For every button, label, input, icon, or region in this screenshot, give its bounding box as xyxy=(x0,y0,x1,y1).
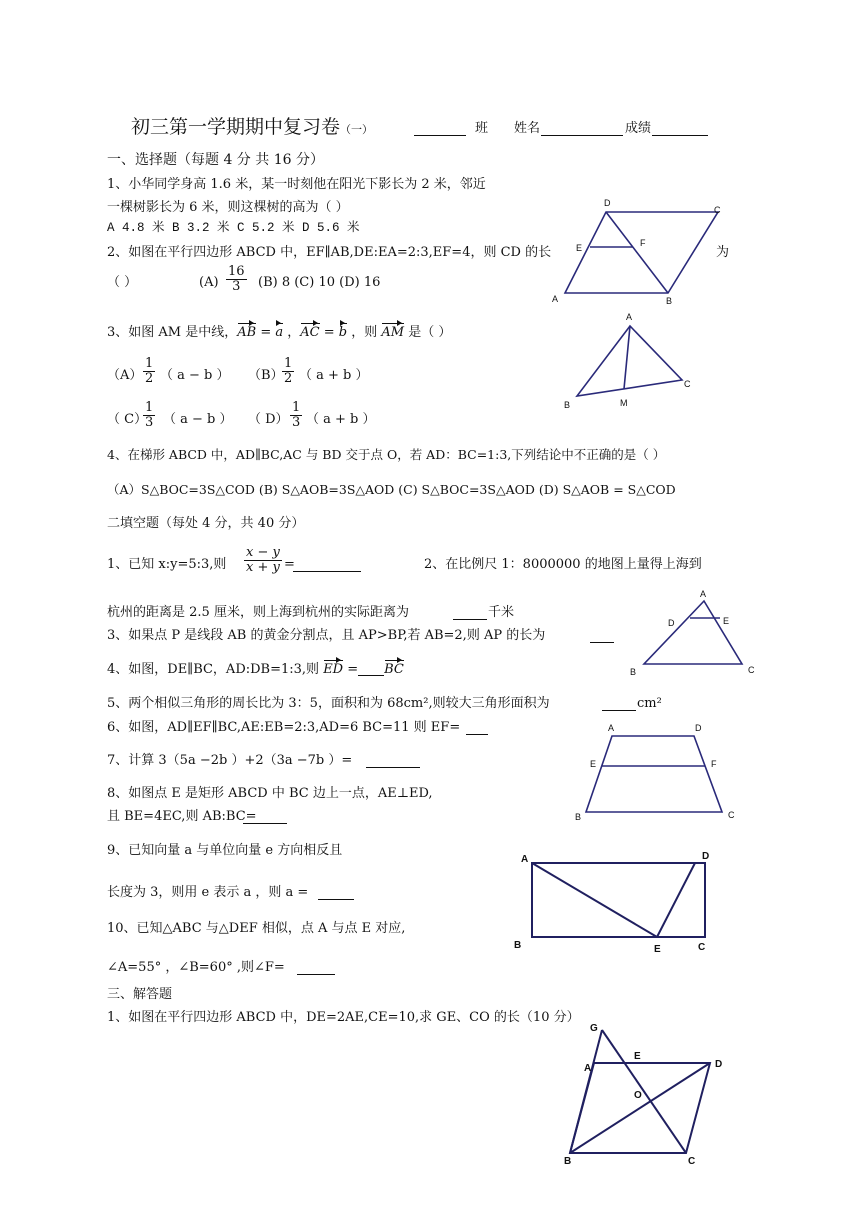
label-b: B xyxy=(564,400,571,410)
s2-q1-eq: = xyxy=(284,557,295,572)
s2-q9-line2: 长度为 3，则用 e 表示 a ，则 a = xyxy=(107,885,309,900)
label-e: E xyxy=(590,759,597,769)
label-a: A xyxy=(700,589,707,599)
name-label: 姓名 xyxy=(514,121,541,136)
s2-q4-blank xyxy=(358,663,384,676)
frac-num: 1 xyxy=(284,356,293,371)
segment-gc xyxy=(602,1030,686,1153)
label-e: E xyxy=(634,1051,641,1062)
s1-q4-text: 4、在梯形 ABCD 中，AD∥BC,AC 与 BD 交于点 O，若 AD：BC=1:3,下列结论中不正确的是（ ） xyxy=(107,447,666,462)
s2-q10-line2: ∠A=55° ，∠B=60° ,则∠F= xyxy=(107,960,285,975)
label-e: E xyxy=(576,243,583,253)
parallelogram-go-figure xyxy=(560,1020,740,1170)
s2-q2-unit: 千米 xyxy=(488,605,515,620)
label-e: E xyxy=(654,944,661,955)
s1-q3-frac-b xyxy=(282,357,294,387)
q3-pre: 3、如图 AM 是中线， xyxy=(107,325,238,340)
frac-den: 3 xyxy=(145,415,154,431)
frac-den: 3 xyxy=(292,415,301,431)
label-o: O xyxy=(634,1090,642,1101)
s1-q3-expr-b: （ a + b ） xyxy=(299,368,369,383)
score-blank xyxy=(652,118,708,136)
s1-q3-expr-d: （ a + b ） xyxy=(306,412,376,427)
s2-q10-blank xyxy=(297,959,335,975)
s1-q3-opt-c: （ C） xyxy=(107,412,148,427)
name-blank xyxy=(541,118,623,136)
label-c: C xyxy=(698,942,706,953)
q3-eq2: = xyxy=(319,325,339,340)
trapezoid-abcd xyxy=(586,736,722,812)
label-b: B xyxy=(564,1156,572,1167)
frac-num: x − y xyxy=(246,545,280,560)
label-d: D xyxy=(668,618,675,628)
vec-ab: AB xyxy=(237,325,257,340)
label-b: B xyxy=(575,812,582,822)
q3-then: ，则 xyxy=(347,325,382,340)
s2-q6-text: 6、如图，AD∥EF∥BC,AE:EB=2:3,AD=6 BC=11 则 EF= xyxy=(107,720,461,735)
s1-q3-expr-c: （ a − b ） xyxy=(163,412,233,427)
label-a: A xyxy=(584,1063,592,1074)
frac-den: x + y xyxy=(246,560,280,576)
s2-q8-blank xyxy=(243,808,287,824)
section2-heading: 二填空题（每处 4 分，共 40 分） xyxy=(107,516,305,531)
diagonal-db xyxy=(606,212,668,293)
s2-q8-line1: 8、如图点 E 是矩形 ABCD 中 BC 边上一点，AE⊥ED, xyxy=(107,786,433,801)
label-d: D xyxy=(702,851,710,862)
s1-q2-text: 2、如图在平行四边形 ABCD 中，EF∥AB,DE:EA=2:3,EF=4，则 CD 的长 xyxy=(107,245,552,260)
label-c: C xyxy=(728,810,735,820)
s2-q1-frac xyxy=(244,546,282,576)
s1-q1-options: A 4.8 米 B 3.2 米 C 5.2 米 D 5.6 米 xyxy=(107,221,360,235)
label-c: C xyxy=(688,1156,696,1167)
vec-am: AM xyxy=(381,325,405,340)
s1-q2-opt-a: (A) xyxy=(199,275,219,290)
q4-pre: 4、如图，DE∥BC，AD:DB=1:3,则 xyxy=(107,662,324,677)
median-am xyxy=(624,326,630,389)
frac-den: 2 xyxy=(284,371,293,387)
label-d: D xyxy=(715,1059,723,1070)
label-m: M xyxy=(620,398,628,408)
s2-q2-line1: 2、在比例尺 1：8000000 的地图上量得上海到 xyxy=(424,557,702,572)
frac-den: 2 xyxy=(145,371,154,387)
label-g: G xyxy=(590,1023,598,1034)
s2-q1-pre: 1、已知 x:y=5:3,则 xyxy=(107,557,227,572)
rectangle-abcd xyxy=(532,863,705,937)
frac-num: 1 xyxy=(145,400,154,415)
label-b: B xyxy=(514,940,522,951)
s3-q1-text: 1、如图在平行四边形 ABCD 中，DE=2AE,CE=10,求 GE、CO 的长（10 分） xyxy=(107,1010,580,1025)
segment-ae xyxy=(532,863,657,937)
q4-eq: = xyxy=(343,662,359,677)
s2-q5-text: 5、两个相似三角形的周长比为 3：5，面积和为 68cm²,则较大三角形面积为 xyxy=(107,696,550,711)
parallelogram-figure xyxy=(540,196,740,312)
s1-q3-frac-a xyxy=(143,357,155,387)
s2-q7-text: 7、计算 3（5a −2b ）+2（3a −7b ）= xyxy=(107,753,353,768)
s1-q3-opt-a: （A） xyxy=(107,368,143,383)
parallelogram-shape xyxy=(565,212,718,293)
s1-q1-line1: 1、小华同学身高 1.6 米，某一时刻他在阳光下影长为 2 米，邻近 xyxy=(107,177,486,192)
title-paren: （一） xyxy=(340,123,374,136)
label-d: D xyxy=(695,723,702,733)
trapezoid-figure xyxy=(570,720,740,825)
s2-q2-blank xyxy=(453,604,487,620)
s1-q3-opt-d: （ D） xyxy=(248,412,289,427)
s2-q1-blank xyxy=(293,556,361,572)
label-e: E xyxy=(723,616,730,626)
vec-b: b xyxy=(338,325,348,340)
score-label: 成绩 xyxy=(625,121,652,136)
s1-q2-paren: （ ） xyxy=(107,275,138,290)
s2-q10-line1: 10、已知△ABC 与△DEF 相似，点 A 与点 E 对应, xyxy=(107,921,406,936)
s1-q1-line2: 一棵树影长为 6 米，则这棵树的高为（ ） xyxy=(107,200,349,215)
s1-q3-frac-c xyxy=(143,401,155,431)
frac-num: 1 xyxy=(292,400,301,415)
s1-q3-expr-a: （ a − b ） xyxy=(160,368,230,383)
label-a: A xyxy=(626,312,633,322)
s1-q4-options: （A）S△BOC=3S△COD (B) S△AOB=3S△AOD (C) S△BOC=3S△AOD (D) S△AOB = S△COD xyxy=(107,482,676,497)
title-text: 初三第一学期期中复习卷 xyxy=(131,116,341,138)
triangle-abc xyxy=(644,601,742,664)
label-a: A xyxy=(521,854,529,865)
s1-q2-rest: (B) 8 (C) 10 (D) 16 xyxy=(258,275,381,290)
class-blank xyxy=(414,118,466,136)
frac-num: 16 xyxy=(228,264,245,279)
frac-num: 1 xyxy=(145,356,154,371)
s1-q2-wei: 为 xyxy=(716,245,730,260)
s1-q3-text xyxy=(107,326,451,339)
s2-q5-unit: cm² xyxy=(637,696,662,711)
triangle-de-bc-figure xyxy=(626,586,766,678)
s2-q2-line2: 杭州的距离是 2.5 厘米，则上海到杭州的实际距离为 xyxy=(107,605,409,620)
s2-q6-blank xyxy=(466,719,488,735)
page-title xyxy=(131,118,373,137)
s1-q2-frac xyxy=(226,265,247,295)
vec-bc: BC xyxy=(384,662,404,677)
label-a: A xyxy=(608,723,615,733)
s2-q8-line2: 且 BE=4EC,则 AB:BC= xyxy=(107,809,257,824)
vec-ed: ED xyxy=(323,662,344,677)
s2-q3-blank xyxy=(590,627,614,643)
label-f: F xyxy=(711,759,717,769)
s2-q5-blank xyxy=(602,695,636,711)
s2-q9-line1: 9、已知向量 a 与单位向量 e 方向相反且 xyxy=(107,843,343,858)
label-a: A xyxy=(552,294,559,304)
label-c: C xyxy=(714,205,721,215)
q3-sep: ， xyxy=(283,325,301,340)
vec-a: a xyxy=(275,325,284,340)
class-label: 班 xyxy=(475,121,489,136)
s2-q3-text: 3、如果点 P 是线段 AB 的黄金分割点，且 AP>BP,若 AB=2,则 AP 的长为 xyxy=(107,628,546,643)
frac-den: 3 xyxy=(232,279,241,295)
rectangle-figure xyxy=(510,848,720,956)
triangle-median-figure xyxy=(560,310,700,410)
label-c: C xyxy=(748,665,755,675)
s1-q3-frac-d xyxy=(290,401,302,431)
section1-heading: 一、选择题（每题 4 分 共 16 分） xyxy=(107,152,324,168)
s2-q7-blank xyxy=(366,752,420,768)
label-b: B xyxy=(630,667,637,677)
q3-eq1: = xyxy=(256,325,276,340)
label-f: F xyxy=(640,238,646,248)
segment-ed xyxy=(657,863,695,937)
s1-q3-opt-b: （B） xyxy=(248,368,284,383)
label-b: B xyxy=(666,296,673,306)
section3-heading: 三、解答题 xyxy=(107,987,173,1002)
s2-q4-text xyxy=(107,663,404,676)
s2-q9-blank xyxy=(318,884,354,900)
label-d: D xyxy=(604,198,611,208)
label-c: C xyxy=(684,379,691,389)
vec-ac: AC xyxy=(300,325,320,340)
q3-tail: 是（ ） xyxy=(404,325,452,340)
